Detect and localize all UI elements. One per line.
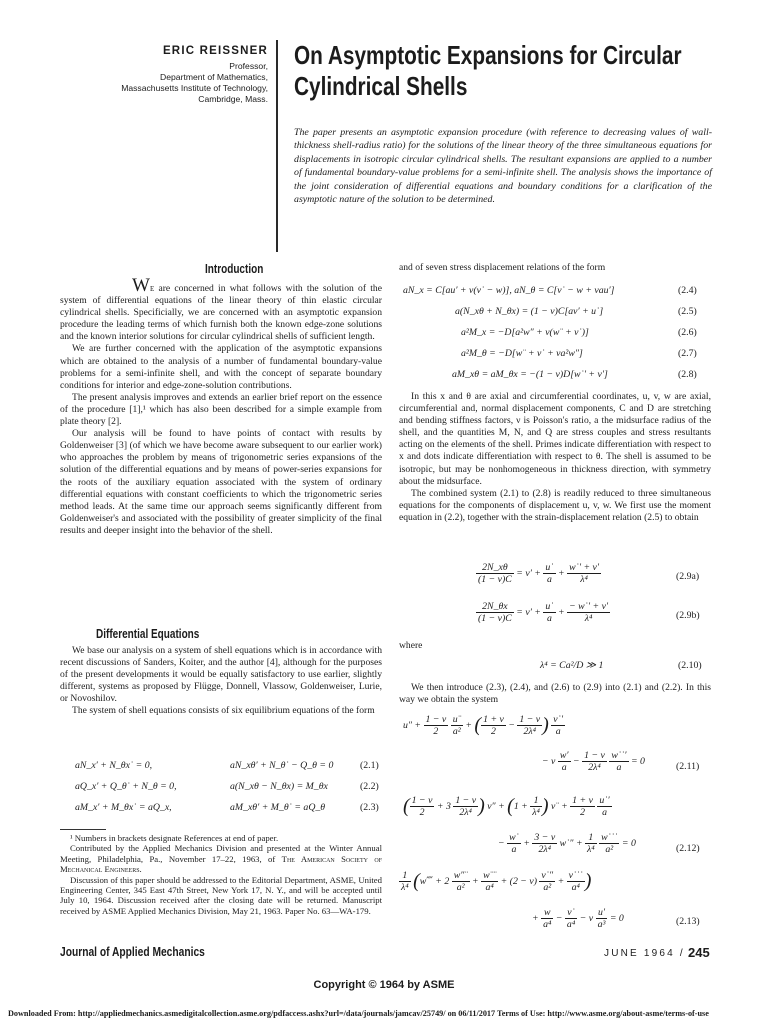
affiliation-line: Massachusetts Institute of Technology, [121, 83, 268, 93]
equation-2-13-line2: + $\frac{w}{\text{a⁴}}$ − $\frac{v˙}{\text{a⁴}}$ − ν $\frac{u'}{\text{a³}}$ = 0 [532, 907, 624, 930]
equation-number: (2.5) [678, 306, 697, 317]
paragraph: We are further concerned with the application of the asymptotic expansions which are obtained to the analysis of a number of fundamental boundary-value problems for a semi-infinite shell, and with the concept of separate boundary conditions for interior and edge-zone-solution contributions. [60, 343, 382, 391]
footnote-rule [60, 829, 106, 830]
equation-number: (2.12) [676, 843, 700, 854]
paragraph: We then introduce (2.3), (2.4), and (2.6) to (2.9) into (2.1) and (2.2). In this way we obtain the system [399, 682, 711, 706]
equation-2-2a: aQ_x′ + Q_θ˙ + N_θ = 0, [75, 781, 177, 792]
right-body-text-2 [399, 682, 711, 706]
equation-2-5: a(N_xθ + N_θx) = (1 − ν)C[av′ + u˙] [455, 306, 604, 317]
page-number: 245 [688, 945, 710, 960]
paragraph: In this x and θ are axial and circumferential coordinates, u, v, w are axial, circumferential and, normal displacement components, C and D are stretching and bending stiffness factors, ν is Poisson's ratio, a the midsurface radius of the shell, and the quantities M, N, and Q are stress couples and stress resultants acting on the elements of the shell. Primes indicate differentiation with respect to x and dots indicate differentiation with respect to θ. The shell is assumed to be isotropic, but may be nonhomogeneous in thickness direction, with symmetry about the midsurface. [399, 391, 711, 487]
where-label: where [399, 640, 423, 651]
equation-number: (2.7) [678, 348, 697, 359]
equation-number: (2.9b) [676, 610, 700, 621]
equation-2-4: aN_x = C[au′ + ν(v˙ − w)], aN_θ = C[v˙ − w + νau′] [403, 285, 615, 296]
equation-2-1a: aN_x′ + N_θx˙ = 0, [75, 760, 153, 771]
equation-2-3b: aM_xθ′ + M_θ˙ = aQ_θ [230, 802, 326, 813]
equation-2-11-line1: u″ + $\frac{1 - \nu}{2}$ $\frac{u¨}{\text{a²}}$ + ( $\frac{1 + \nu}{2}$ − $\frac{1 - \nu}{\text{2λ⁴}}$ ) $\frac{v˙'}{a}$ [403, 714, 564, 737]
section-heading-differential-equations: Differential Equations [96, 627, 200, 641]
footnote: ¹ Numbers in brackets designate References at end of paper. [70, 833, 279, 843]
author-block [60, 45, 268, 105]
affiliation-line: Department of Mathematics, [160, 72, 268, 82]
equation-number: (2.1) [360, 760, 379, 771]
journal-name: Journal of Applied Mechanics [60, 945, 205, 959]
equation-2-9a: $\frac{2N\_x\theta}{(1 - \nu)C}$ = v′ + $\frac{u˙}{a}$ + $\frac{w˙' + v'}{\text{λ⁴}}$ [478, 562, 600, 585]
introduction-text [60, 275, 382, 537]
equation-2-8: aM_xθ = aM_θx = −(1 − ν)D[w˙′ + v′] [452, 369, 608, 380]
download-notice: Downloaded From: http://appliedmechanics.asmedigitalcollection.asme.org/pdfaccess.ashx?url=/data/journals/jamcav/25749/ on 06/11/2017 Terms of Use: http://www.asme.org/about-asme/terms-of-use [8, 1009, 709, 1018]
paragraph: and of seven stress displacement relations of the form [399, 262, 606, 273]
small-cap: e [149, 283, 155, 294]
equation-2-6: a²M_x = −D[a²w″ + ν(w¨ + v˙)] [461, 327, 589, 338]
equation-2-11-line2: − ν $\frac{w'}{a}$ − $\frac{1 - \nu}{\text{2λ⁴}}$ $\frac{w˙˙'}{a}$ = 0 [542, 750, 645, 773]
equation-number: (2.13) [676, 916, 700, 927]
equation-2-2b: a(N_xθ − N_θx) = M_θx [230, 781, 328, 792]
paragraph: The combined system (2.1) to (2.8) is readily reduced to three simultaneous equations for the components of displacement u, v, w. We first use the moment equation in (2.2), together with the strain-displacement relation (2.5) to obtain [399, 487, 711, 523]
author-name: ERIC REISSNER [162, 45, 268, 57]
title-line: Cylindrical Shells [294, 71, 468, 101]
right-intro-text [399, 262, 711, 274]
copyright-notice: Copyright © 1964 by ASME [313, 979, 455, 991]
equation-number: (2.11) [676, 761, 700, 772]
equation-2-3a: aM_x′ + M_θx˙ = aQ_x, [75, 802, 172, 813]
differential-equations-text [60, 645, 382, 718]
equation-2-12-line1: ( $\frac{1 - \nu}{2}$ + 3 $\frac{1 - \nu}{\text{2λ⁴}}$ ) v″ + (1 + $\frac{1}{\text{λ⁴}}$ ) v¨ + $\frac{1 + \nu}{2}$ $\frac{u˙'}{a}$ [403, 795, 610, 818]
paragraph: The system of shell equations consists of six equilibrium equations of the form [72, 705, 375, 717]
paragraph: Our analysis will be found to have points of contact with results by Goldenweiser [3] (of which we have become aware subsequent to our earlier work) who approaches the problem by means of trigonometric series expansions of the solution of the differential equations and by means of power-series expansions for the roots of the auxiliary equation associated with the system of ordinary differential equations with constant coefficients to which the trigonometric series method leads. At the same time our approach seems significantly different from Goldenweiser's and associated with the possibility of greater simplicity of the final results and deeper insight into the behavior of the shell. [60, 428, 382, 536]
affiliation-line: Cambridge, Mass. [198, 94, 268, 104]
header-divider [276, 40, 278, 252]
footnotes [60, 833, 382, 916]
equation-number: (2.9a) [676, 571, 700, 582]
equation-number: (2.6) [678, 327, 697, 338]
affiliation-line: Professor, [229, 61, 268, 71]
equation-2-9b: $\frac{2N\_\theta x}{(1 - \nu)C}$ = v′ + $\frac{u˙}{a}$ + $\frac{- w˙' + v'}{\text{λ⁴}}$ [478, 601, 609, 624]
equation-number: (2.3) [360, 802, 379, 813]
equation-number: (2.10) [678, 660, 702, 671]
equation-2-12-line2: − $\frac{w˙}{a}$ + $\frac{3 - \nu}{\text{2λ⁴}}$ w˙″ + $\frac{1}{\text{λ⁴}}$ $\frac{w˙˙˙}{\text{a²}}$ = 0 [498, 832, 636, 855]
drop-cap: W [132, 275, 150, 296]
title-line: On Asymptotic Expansions for Circular [294, 40, 682, 70]
footnote: Contributed by the Applied Mechanics Division and presented at the Winter Annual Meeting, Philadelphia, Pa., November 17–22, 1963, of The American Society of Mechanical Engineers. [60, 843, 382, 875]
issue-date: JUNE 1964 / [604, 948, 685, 959]
equation-number: (2.4) [678, 285, 697, 296]
section-heading-introduction: Introduction [205, 262, 264, 276]
equation-2-7: a²M_θ = −D[w¨ + v˙ + νa²w″] [461, 348, 583, 359]
paragraph: We are concerned in what follows with the solution of the system of differential equations of the linear theory of thin elastic circular cylindrical shells. Specificially, we are concerned with an asymptotic expansion procedure the leading terms of which furnish both the known edge-zone solutions and the known interior solutions for circular cylindrical shells of sufficient length. [60, 275, 382, 343]
equation-number: (2.8) [678, 369, 697, 380]
right-body-text [399, 391, 711, 524]
equation-2-13-line1: $\frac{1}{\text{λ⁴}}$ (w⁗ + 2 $\frac{w''¨}{\text{a²}}$ + $\frac{w¨¨}{\text{a⁴}}$ + (2 − ν) $\frac{v˙''}{\text{a²}}$ + $\frac{v˙˙˙}{\text{a⁴}}$ ) [401, 870, 592, 893]
equation-number: (2.2) [360, 781, 379, 792]
society-name: The American Society of Mechanical Engineers. [60, 853, 382, 875]
abstract: The paper presents an asymptotic expansion procedure (with reference to decreasing values of wall-thickness shell-radius ratio) for the solutions of the linear theory of the three simultaneous equations for displacements in isotropic circular cylindrical shells. The resultant expansions are applied to a number of fundamental boundary-value problems for a semi-infinite shell. The analysis shows the importance of the joint consideration of differential equations and boundary conditions for a clarification of the asymptotic nature of the solution to be determined. [294, 127, 712, 206]
equation-2-10: λ⁴ = Ca²/D ≫ 1 [540, 660, 604, 671]
paragraph: The present analysis improves and extends an earlier brief report on the essence of the procedure [1],¹ which has also been described for a simple example from plate theory [2]. [60, 391, 382, 428]
paragraph: We base our analysis on a system of shell equations which is in accordance with recent discussions of Sanders, Koiter, and the author [4], although for the purposes of the present developments it would be equally satisfactory to use earlier, slightly different, systems as proposed by Flügge, Donnell, Vlassow, Goldenweiser, Lurie, or Novoshilov. [60, 645, 382, 705]
equation-2-1b: aN_xθ′ + N_θ˙ − Q_θ = 0 [230, 760, 334, 771]
footnote: Discussion of this paper should be addressed to the Editorial Department, ASME, United Engineering Center, 345 East 47th Street, New York 17, N. Y., and will be accepted until July 10, 1964. Discussion received after the closing date will be returned. Manuscript received by ASME Applied Mechanics Division, May 21, 1963. Paper No. 63—WA-179. [60, 874, 382, 916]
paper-title [294, 40, 724, 102]
